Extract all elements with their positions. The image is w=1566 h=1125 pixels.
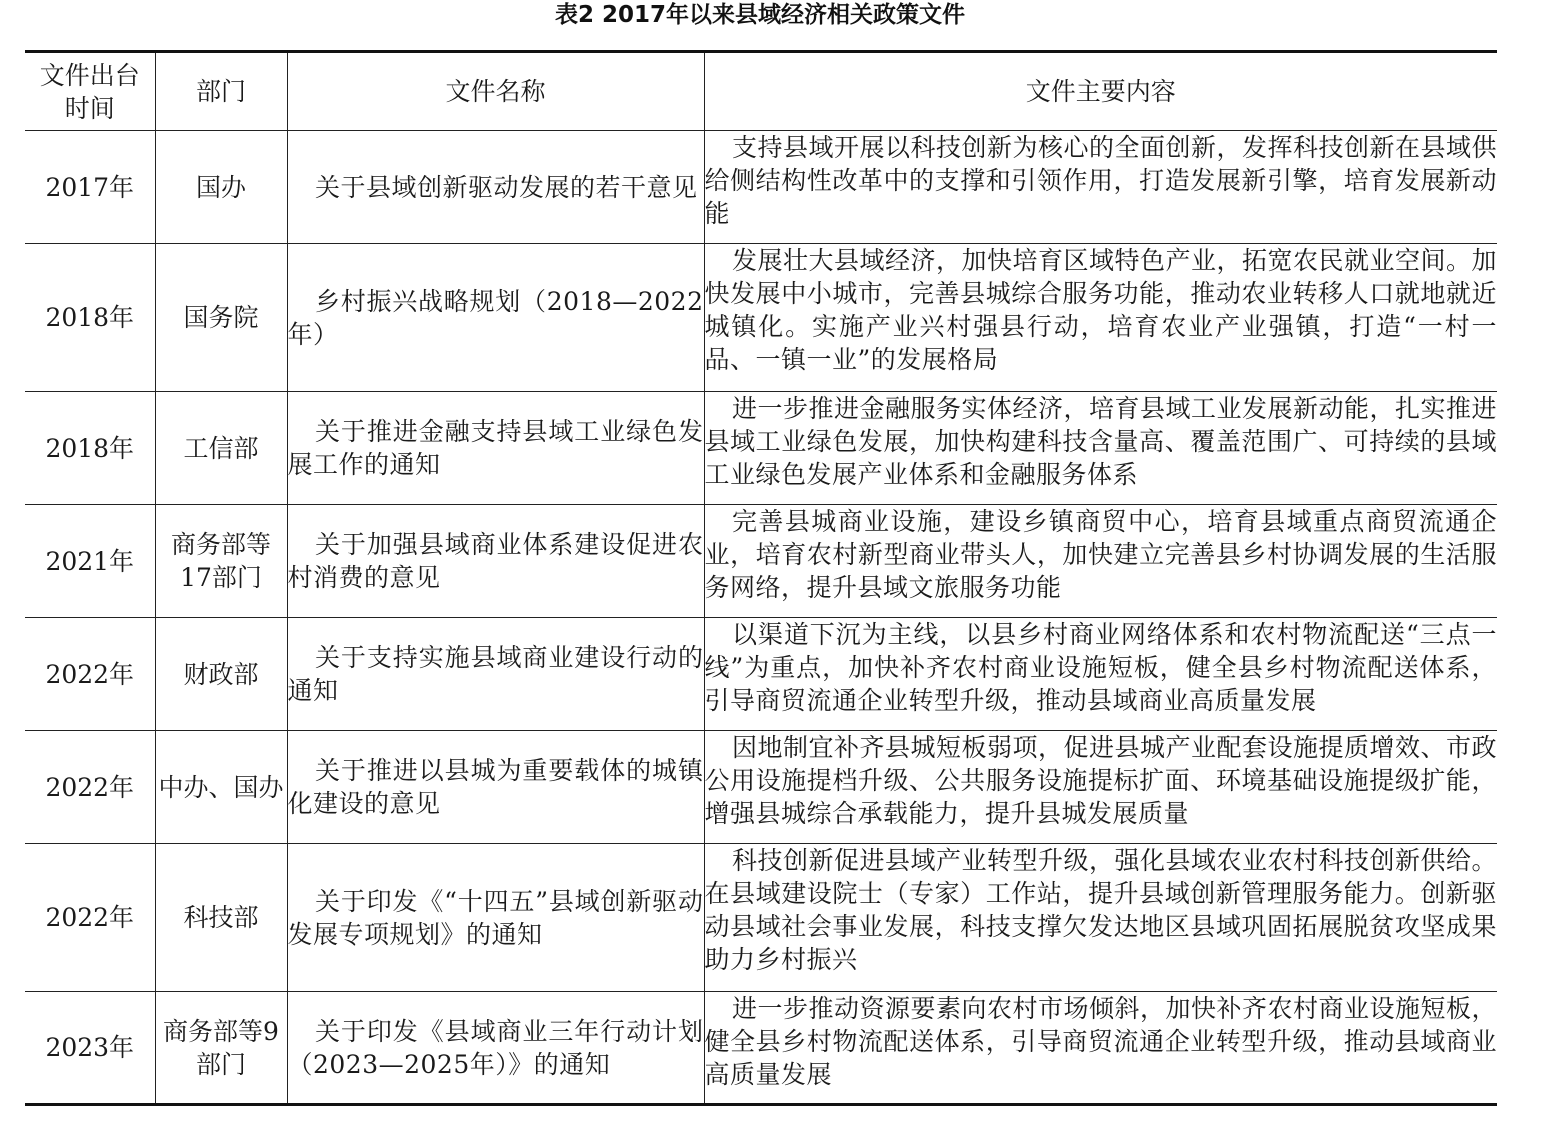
cell-time: 2023年 — [25, 992, 155, 1105]
cell-dept: 国务院 — [155, 244, 287, 392]
cell-content: 以渠道下沉为主线，以县乡村商业网络体系和农村物流配送“三点一线”为重点，加快补齐农村商业设施短板，健全县乡村物流配送体系，引导商贸流通企业转型升级，推动县域商业高质量发展 — [704, 618, 1497, 731]
cell-time: 2018年 — [25, 392, 155, 505]
cell-name: 关于加强县域商业体系建设促进农村消费的意见 — [287, 505, 704, 618]
cell-dept: 工信部 — [155, 392, 287, 505]
cell-time: 2022年 — [25, 618, 155, 731]
header-content: 文件主要内容 — [704, 52, 1497, 131]
cell-dept: 商务部等17部门 — [155, 505, 287, 618]
table-row — [25, 992, 1497, 1105]
cell-content: 因地制宜补齐县城短板弱项，促进县城产业配套设施提质增效、市政公用设施提档升级、公共服务设施提标扩面、环境基础设施提级扩能，增强县城综合承载能力，提升县城发展质量 — [704, 731, 1497, 844]
header-name: 文件名称 — [287, 52, 704, 131]
cell-content: 完善县城商业设施，建设乡镇商贸中心，培育县域重点商贸流通企业，培育农村新型商业带头人，加快建立完善县乡村协调发展的生活服务网络，提升县域文旅服务功能 — [704, 505, 1497, 618]
cell-content: 进一步推进金融服务实体经济，培育县域工业发展新动能，扎实推进县域工业绿色发展，加快构建科技含量高、覆盖范围广、可持续的县域工业绿色发展产业体系和金融服务体系 — [704, 392, 1497, 505]
table-row — [25, 505, 1497, 618]
header-time: 文件出台时间 — [25, 52, 155, 131]
cell-time: 2021年 — [25, 505, 155, 618]
table-row — [25, 392, 1497, 505]
cell-name: 关于印发《县域商业三年行动计划（2023—2025年）》的通知 — [287, 992, 704, 1105]
cell-name: 关于推进金融支持县域工业绿色发展工作的通知 — [287, 392, 704, 505]
table-row — [25, 131, 1497, 244]
cell-name: 关于支持实施县域商业建设行动的通知 — [287, 618, 704, 731]
cell-time: 2022年 — [25, 731, 155, 844]
header-dept: 部门 — [155, 52, 287, 131]
cell-content: 进一步推动资源要素向农村市场倾斜，加快补齐农村商业设施短板，健全县乡村物流配送体系，引导商贸流通企业转型升级，推动县域商业高质量发展 — [704, 992, 1497, 1105]
cell-dept: 科技部 — [155, 844, 287, 992]
table-row — [25, 731, 1497, 844]
table-row — [25, 244, 1497, 392]
cell-content: 发展壮大县域经济，加快培育区域特色产业，拓宽农民就业空间。加快发展中小城市，完善县城综合服务功能，推动农业转移人口就地就近城镇化。实施产业兴村强县行动，培育农业产业强镇，打造“一村一品、一镇一业”的发展格局 — [704, 244, 1497, 392]
cell-name: 关于推进以县城为重要载体的城镇化建设的意见 — [287, 731, 704, 844]
table-title: 表2 2017年以来县域经济相关政策文件 — [554, 2, 966, 28]
header-row — [25, 52, 1497, 131]
cell-dept: 国办 — [155, 131, 287, 244]
cell-content: 支持县域开展以科技创新为核心的全面创新，发挥科技创新在县域供给侧结构性改革中的支撑和引领作用，打造发展新引擎，培育发展新动能 — [704, 131, 1497, 244]
cell-name: 关于印发《“十四五”县域创新驱动发展专项规划》的通知 — [287, 844, 704, 992]
cell-time: 2017年 — [25, 131, 155, 244]
cell-dept: 商务部等9部门 — [155, 992, 287, 1105]
policy-table — [25, 50, 1497, 1106]
cell-time: 2022年 — [25, 844, 155, 992]
table-row — [25, 618, 1497, 731]
cell-dept: 财政部 — [155, 618, 287, 731]
cell-name: 关于县域创新驱动发展的若干意见 — [287, 131, 704, 244]
cell-content: 科技创新促进县域产业转型升级，强化县域农业农村科技创新供给。在县域建设院士（专家）工作站，提升县域创新管理服务能力。创新驱动县域社会事业发展，科技支撑欠发达地区县域巩固拓展脱贫攻坚成果助力乡村振兴 — [704, 844, 1497, 992]
cell-name: 乡村振兴战略规划（2018—2022年） — [287, 244, 704, 392]
table-row — [25, 844, 1497, 992]
cell-time: 2018年 — [25, 244, 155, 392]
cell-dept: 中办、国办 — [155, 731, 287, 844]
